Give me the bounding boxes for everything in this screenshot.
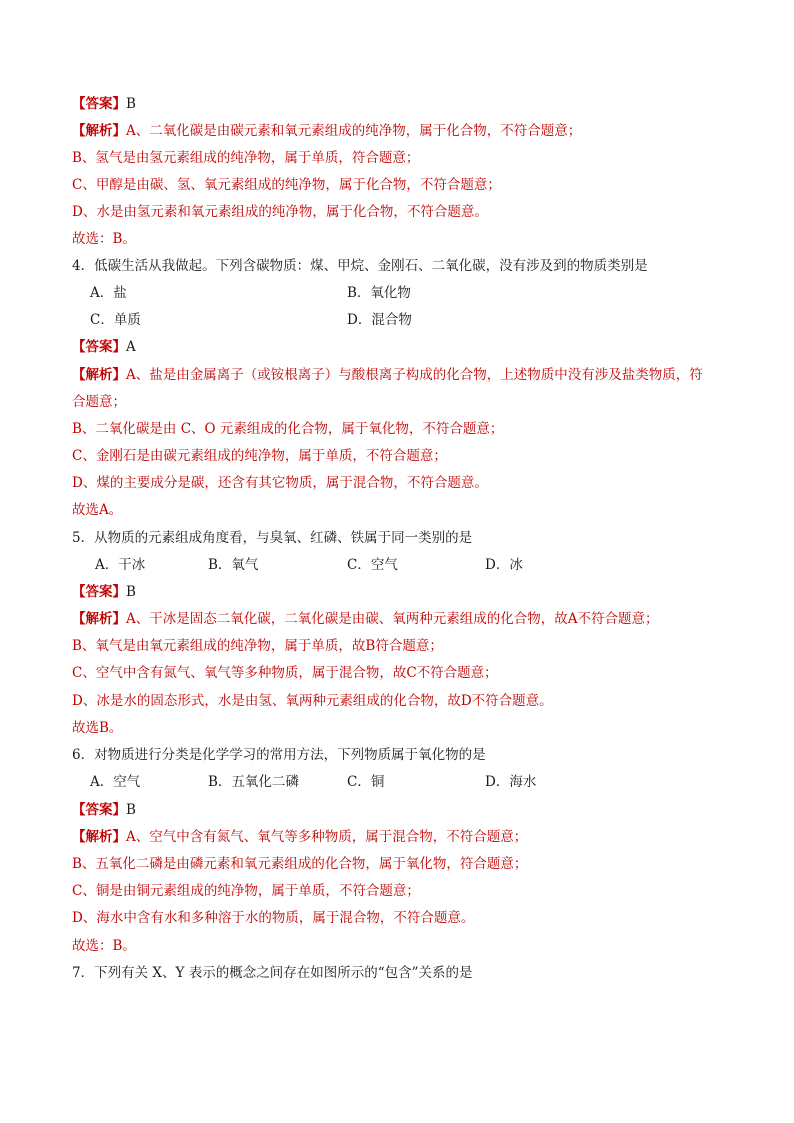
analysis-line: D、冰是水的固态形式，水是由氢、氧两种元素组成的化合物，故D不符合题意。	[72, 693, 553, 709]
analysis-line: 【解析】A、盐是由金属离子（或铵根离子）与酸根离子构成的化合物，上述物质中没有涉及盐类物质，符	[72, 367, 703, 383]
analysis-line: C、金刚石是由碳元素组成的纯净物，属于单质，不符合题意；	[72, 448, 447, 464]
q4-option-d: D．混合物	[347, 312, 412, 328]
q6-option-c: C．铜	[347, 774, 385, 790]
analysis-line: D、水是由氢元素和氧元素组成的纯净物，属于化合物，不符合题意。	[72, 204, 488, 220]
analysis-line: 【解析】A、二氧化碳是由碳元素和氧元素组成的纯净物，属于化合物，不符合题意；	[72, 123, 582, 139]
conclusion-line: 故选：B。	[72, 231, 136, 247]
q6-option-d: D．海水	[485, 774, 537, 790]
q4-option-a: A．盐	[90, 285, 127, 301]
q6-option-a: A．空气	[90, 774, 141, 790]
question-6-stem: 6．对物质进行分类是化学学习的常用方法，下列物质属于氧化物的是	[72, 747, 486, 763]
analysis-line: C、空气中含有氮气、氧气等多种物质，属于混合物，故C不符合题意；	[72, 665, 498, 681]
conclusion-line: 故选A。	[72, 502, 123, 518]
conclusion-line: 故选B。	[72, 720, 123, 736]
answer-line: 【答案】B	[72, 584, 136, 600]
q5-option-c: C．空气	[347, 557, 398, 573]
analysis-line: B、五氧化二磷是由磷元素和氧元素组成的化合物，属于氧化物，符合题意；	[72, 856, 528, 872]
analysis-line: B、氧气是由氧元素组成的纯净物，属于单质，故B符合题意；	[72, 638, 443, 654]
answer-line: 【答案】B	[72, 802, 136, 818]
answer-line: 【答案】A	[72, 339, 136, 355]
analysis-line: B、二氧化碳是由 C、O 元素组成的化合物，属于氧化物，不符合题意；	[72, 421, 504, 437]
analysis-line: 合题意；	[72, 394, 126, 410]
analysis-line: D、煤的主要成分是碳，还含有其它物质，属于混合物，不符合题意。	[72, 475, 488, 491]
q6-option-b: B．五氧化二磷	[208, 774, 299, 790]
analysis-line: 【解析】A、空气中含有氮气、氧气等多种物质，属于混合物，不符合题意；	[72, 829, 528, 845]
analysis-line: D、海水中含有水和多种溶于水的物质，属于混合物，不符合题意。	[72, 910, 475, 926]
q5-option-a: A．干冰	[95, 557, 146, 573]
question-5-stem: 5．从物质的元素组成角度看，与臭氧、红磷、铁属于同一类别的是	[72, 530, 473, 546]
q5-option-b: B．氧气	[208, 557, 259, 573]
question-7-stem: 7．下列有关 X、Y 表示的概念之间存在如图所示的“包含”关系的是	[72, 965, 473, 981]
q4-option-c: C．单质	[90, 312, 141, 328]
analysis-line: 【解析】A、干冰是固态二氧化碳，二氧化碳是由碳、氧两种元素组成的化合物，故A不符合题意；	[72, 611, 659, 627]
analysis-line: C、铜是由铜元素组成的纯净物，属于单质，不符合题意；	[72, 883, 420, 899]
question-4-stem: 4．低碳生活从我做起。下列含碳物质：煤、甲烷、金刚石、二氧化碳，没有涉及到的物质类别是	[72, 258, 648, 274]
conclusion-line: 故选：B。	[72, 938, 136, 954]
q5-option-d: D．冰	[485, 557, 523, 573]
answer-line: 【答案】B	[72, 96, 136, 112]
analysis-line: C、甲醇是由碳、氢、氧元素组成的纯净物，属于化合物，不符合题意；	[72, 177, 501, 193]
q4-option-b: B．氧化物	[347, 285, 411, 301]
analysis-line: B、氢气是由氢元素组成的纯净物，属于单质，符合题意；	[72, 150, 420, 166]
